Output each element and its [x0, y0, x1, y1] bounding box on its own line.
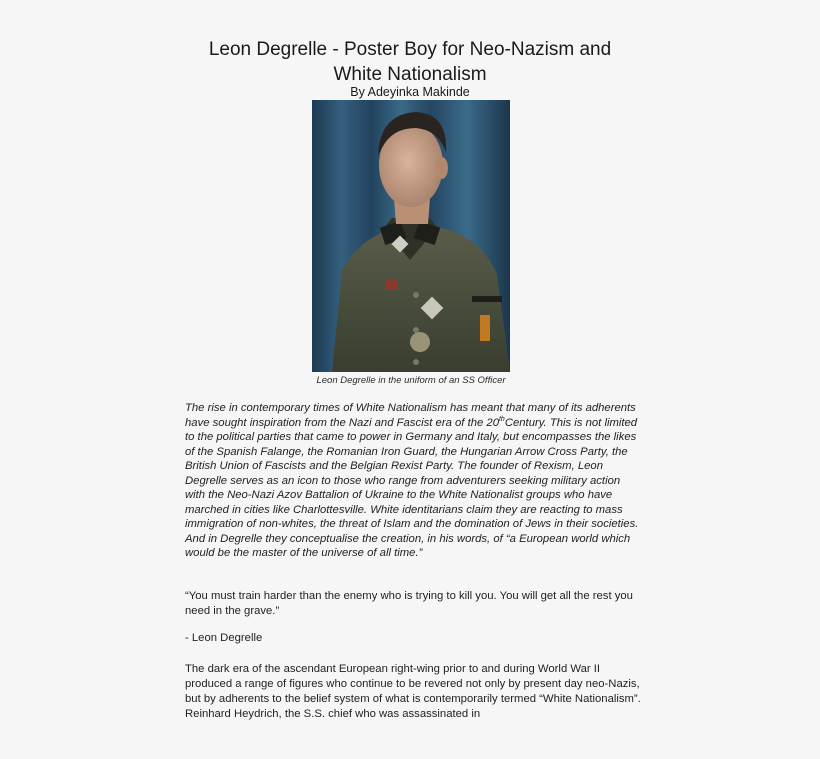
portrait-photo	[312, 100, 510, 372]
superscript-th: th	[498, 415, 505, 423]
intro-paragraph	[185, 401, 640, 561]
quote-attribution: - Leon Degrelle	[185, 632, 263, 644]
title-line-2: White Nationalism	[333, 64, 487, 85]
author-byline: By Adeyinka Makinde	[350, 85, 470, 99]
intro-text-part-2: Century. This is not limited to the political parties that came to power in Germany and Italy, but encompasses the likes of the Spanish Falange, the Romanian Iron Guard, the Hungarian Arrow Cross Party, the British Union of Fascists and the Belgian Rexist Party. The founder of Rexism, Leon Degrelle serves as an icon to those who range from adventurers seeking military action with the Neo-Nazi Azov Battalion of Ukraine to the White Nationalist groups who have marched in cities like Charlottesville. White identitarians claim they are reacting to mass immigration of non-whites, the threat of Islam and the domination of Jews in their societies. And in Degrelle they conceptualise the creation, in his words, of “a European world which would be the master of the universe of all time.”	[185, 416, 639, 559]
photo-caption: Leon Degrelle in the uniform of an SS Officer	[316, 375, 506, 386]
title-line-1: Leon Degrelle - Poster Boy for Neo-Nazism and	[208, 39, 612, 60]
document-title	[150, 37, 670, 87]
body-paragraph: The dark era of the ascendant European right-wing prior to and during World War II produced a range of figures who continue to be revered not only by present day neo-Nazis, but by adherents to the belief system of what is contemporarily termed “White Nationalism”. Reinhard Heydrich, the S.S. chief who was assassinated in	[185, 663, 641, 720]
intro-text-part-1: The rise in contemporary times of White Nationalism has meant that many of its adherents have sought inspiration from the Nazi and Fascist era of the 20	[185, 402, 636, 429]
quote-paragraph: “You must train harder than the enemy who is trying to kill you. You will get all the rest you need in the grave.”	[185, 590, 633, 617]
